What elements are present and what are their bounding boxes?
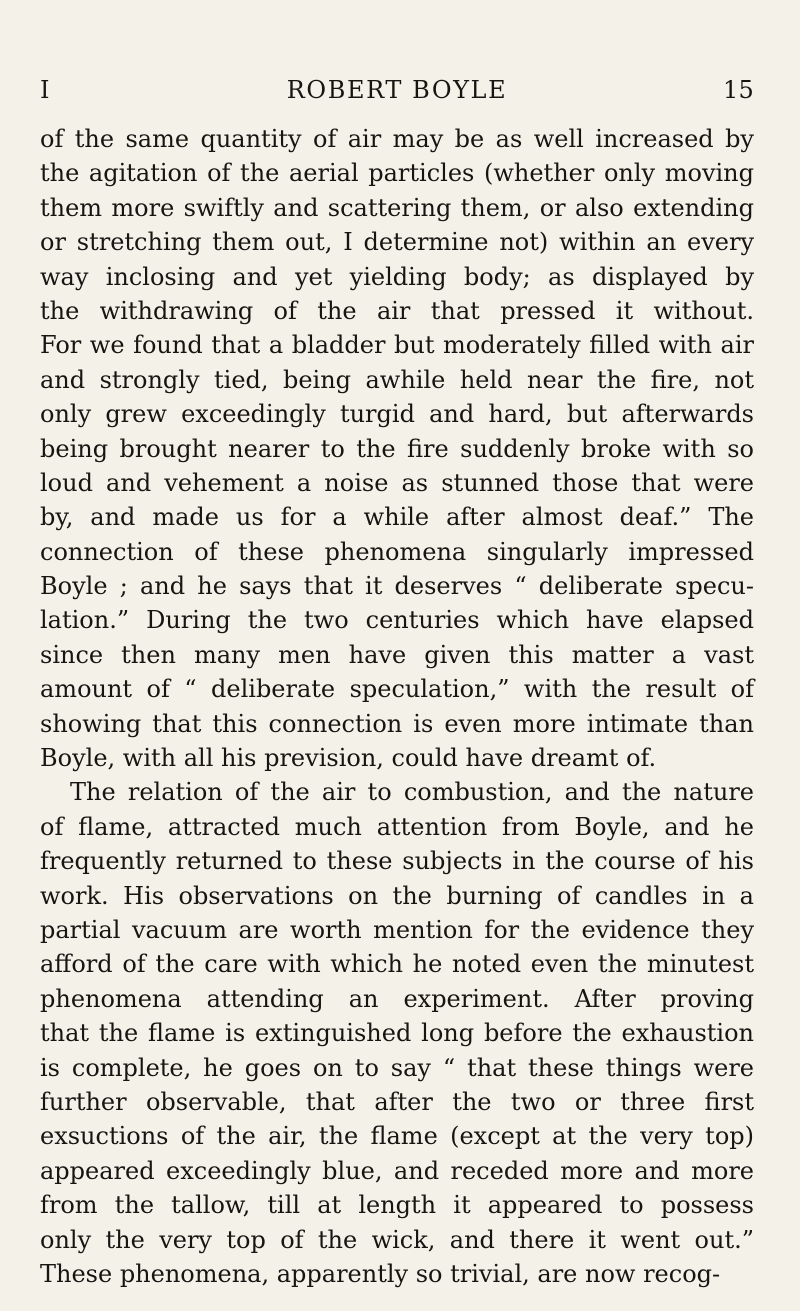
text-line: phenomena attending an experiment. After proving	[40, 984, 754, 1013]
text-line: partial vacuum are worth mention for the evidence they	[40, 915, 754, 944]
text-line: since then many men have given this matter a vast	[40, 640, 754, 669]
text-line: Boyle ; and he says that it deserves “ deliberate specu-	[40, 572, 754, 601]
text-line: lation.” During the two centuries which have elapsed	[40, 606, 754, 635]
text-line: connection of these phenomena singularly impressed	[40, 537, 754, 566]
text-line: and strongly tied, being awhile held near the fire, not	[40, 365, 754, 394]
paragraph	[40, 775, 754, 1291]
running-header	[40, 72, 754, 108]
page-number: 15	[723, 76, 754, 104]
text-line: frequently returned to these subjects in the course of his	[40, 847, 754, 876]
text-line: the withdrawing of the air that pressed it without.	[40, 296, 754, 325]
running-title: ROBERT BOYLE	[286, 76, 508, 104]
text-line: of the same quantity of air may be as well increased by	[40, 125, 754, 153]
text-line: only grew exceedingly turgid and hard, but afterwards	[40, 400, 754, 429]
text-line: the agitation of the aerial particles (whether only moving	[40, 159, 754, 188]
text-line: way inclosing and yet yielding body; as displayed by	[40, 262, 754, 291]
body-text	[40, 122, 754, 1291]
text-line: The relation of the air to combustion, and the nature	[70, 778, 754, 807]
text-line: loud and vehement a noise as stunned those that were	[40, 468, 754, 497]
text-line: is complete, he goes on to say “ that these things were	[40, 1053, 754, 1082]
text-line: further observable, that after the two or three first	[40, 1087, 754, 1116]
text-line: being brought nearer to the fire suddenly broke with so	[40, 434, 754, 463]
text-line: them more swiftly and scattering them, or also extending	[40, 193, 754, 222]
text-line: by, and made us for a while after almost deaf.” The	[40, 503, 754, 532]
text-line: that the flame is extinguished long before the exhaustion	[40, 1019, 754, 1048]
paragraph	[40, 122, 754, 775]
text-line: appeared exceedingly blue, and receded more and more	[40, 1156, 754, 1185]
text-line: work. His observations on the burning of candles in a	[40, 881, 754, 910]
text-line: afford of the care with which he noted even the minutest	[40, 950, 754, 979]
text-line: exsuctions of the air, the flame (except at the very top)	[40, 1122, 754, 1151]
text-line: showing that this connection is even more intimate than	[40, 709, 754, 738]
text-line: only the very top of the wick, and there it went out.”	[40, 1225, 754, 1254]
text-line: amount of “ deliberate speculation,” with the result of	[40, 675, 754, 704]
text-line: from the tallow, till at length it appeared to possess	[40, 1191, 754, 1220]
chapter-number: I	[40, 76, 50, 104]
text-line: Boyle, with all his prevision, could have dreamt of.	[40, 744, 657, 773]
text-line: or stretching them out, I determine not) within an every	[40, 228, 754, 257]
text-line: For we found that a bladder but moderately filled with air	[40, 331, 754, 360]
text-line: These phenomena, apparently so trivial, are now recog-	[40, 1259, 721, 1288]
text-line: of flame, attracted much attention from Boyle, and he	[40, 812, 754, 841]
